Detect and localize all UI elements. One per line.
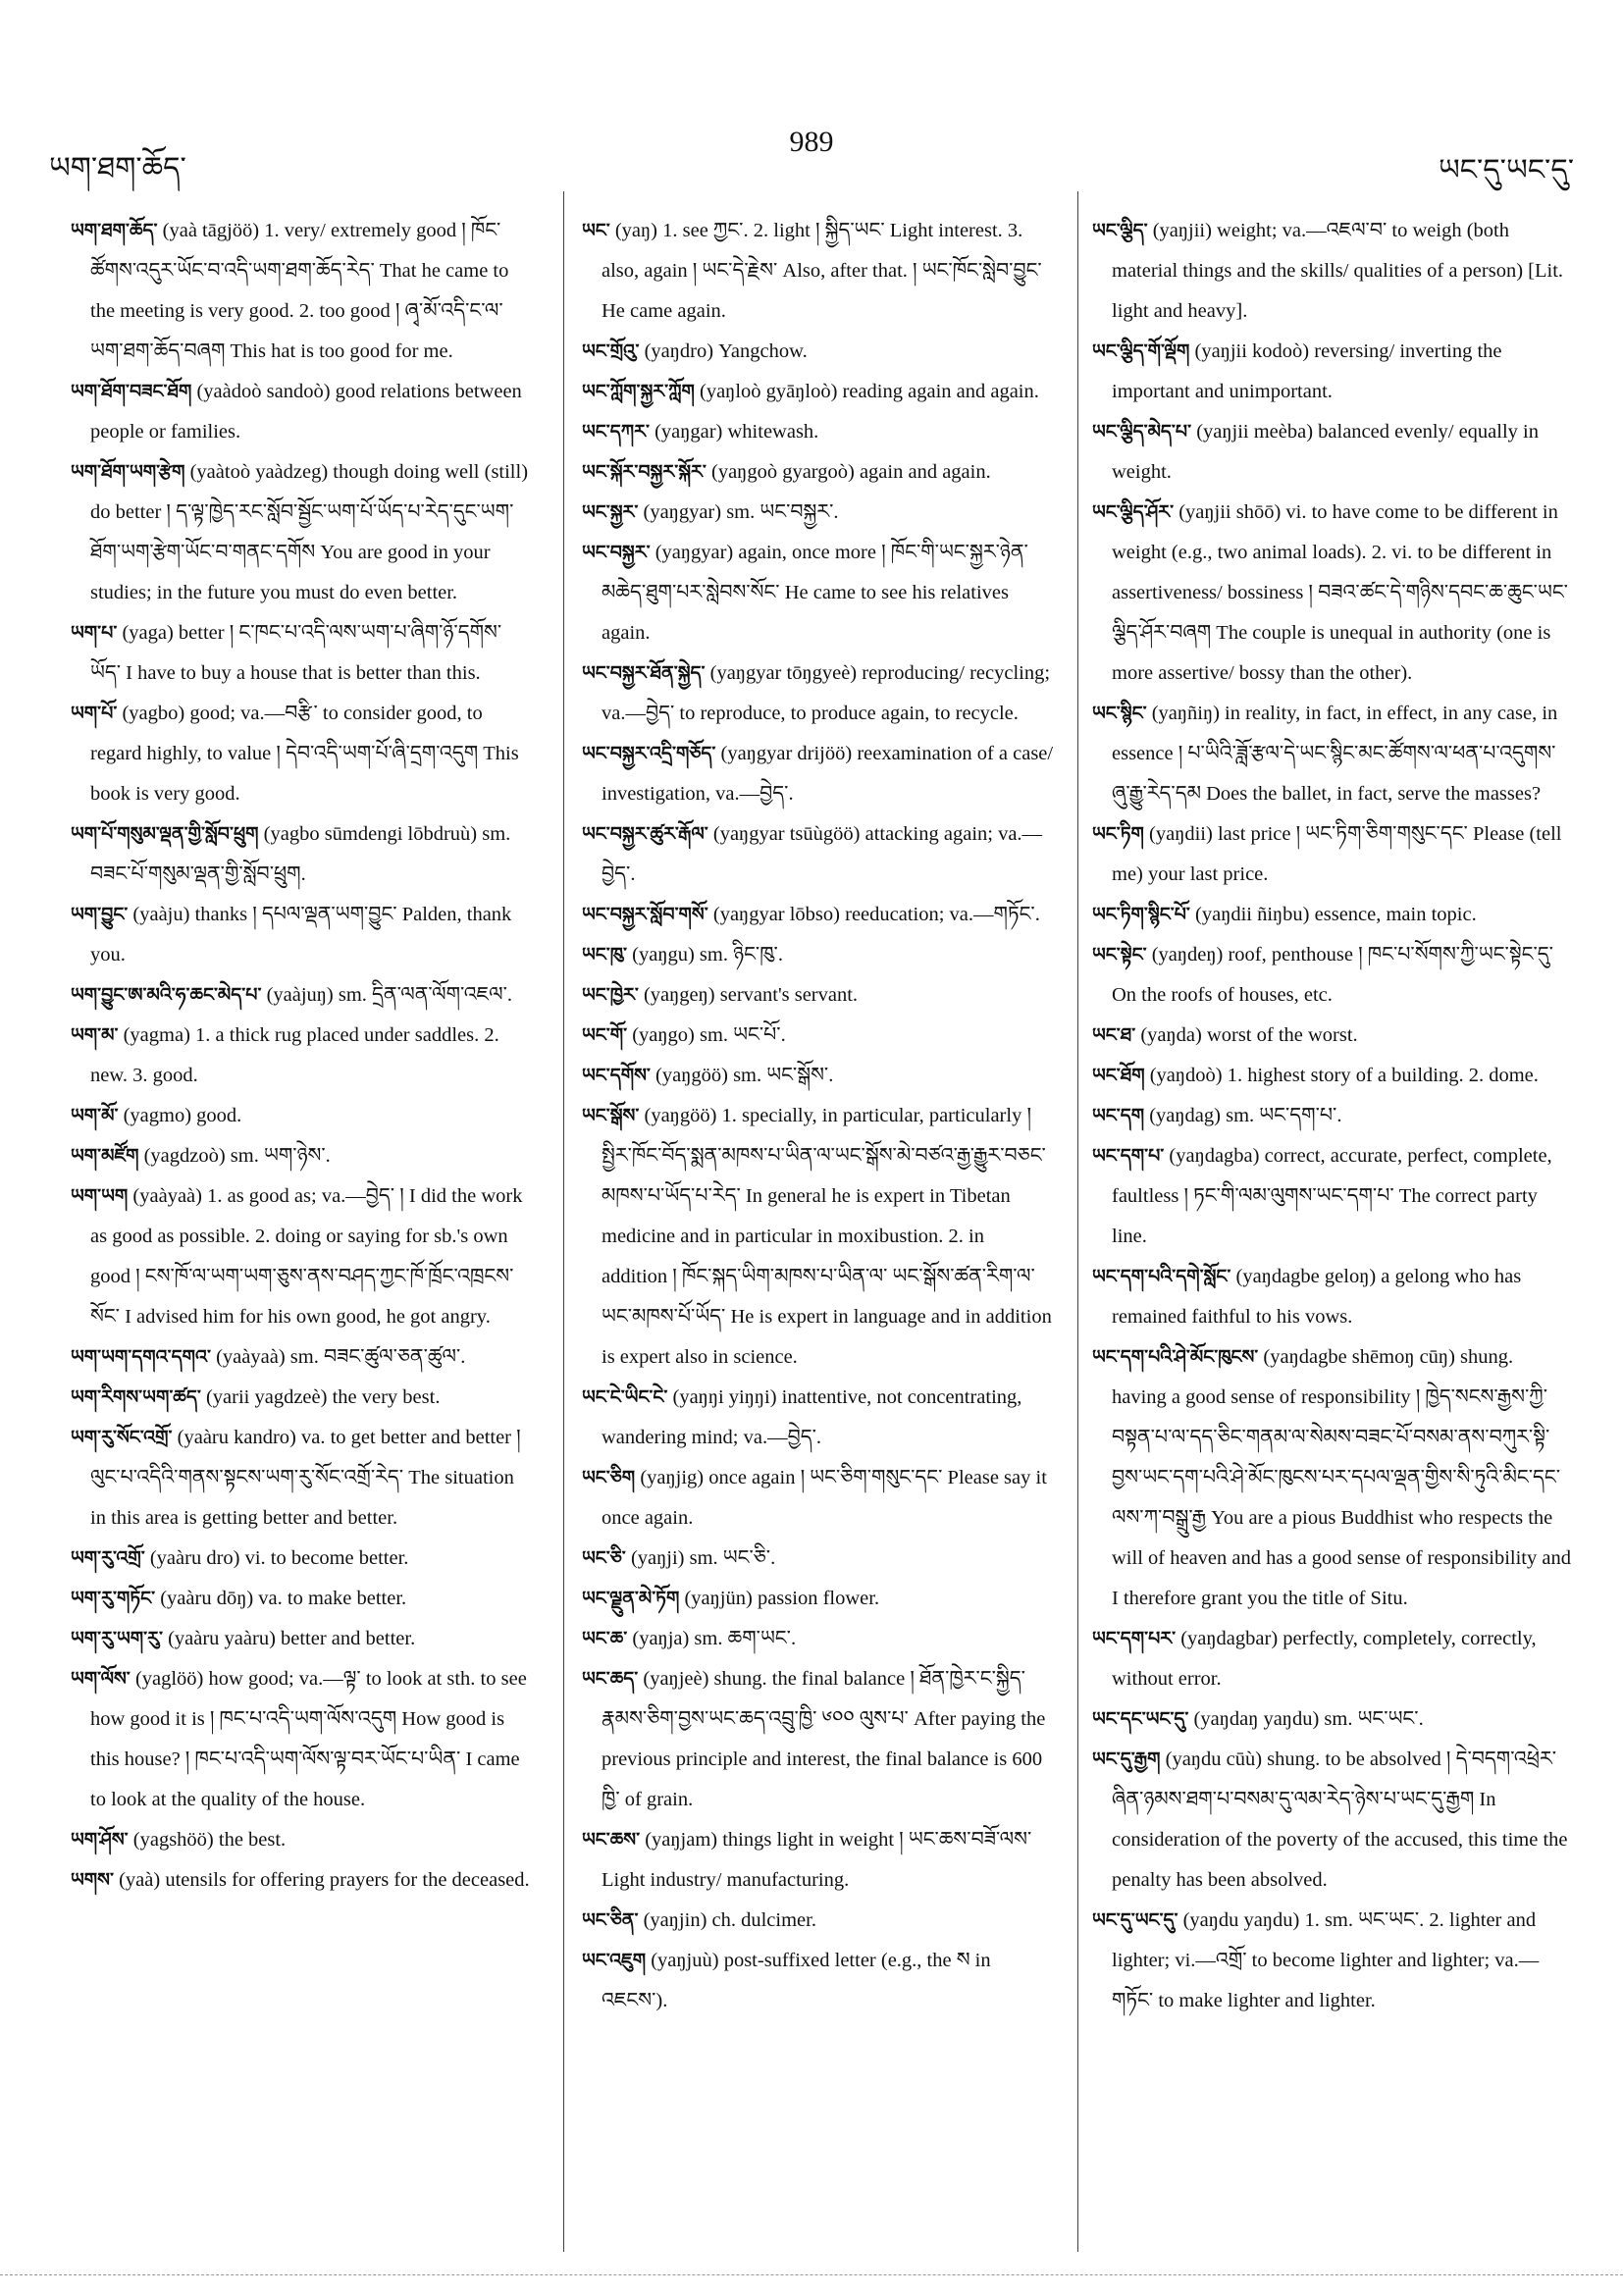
entry-headword: ཡག་མོ་	[71, 1105, 119, 1126]
entry-headword: ཡང་ཆས་	[582, 1829, 641, 1851]
entry-headword: ཡང་	[582, 220, 610, 241]
entry-definition: (yagbo) good; va.—བརྩི་ to consider good, to regard highly, to value ། དེབ་འདི་ཡག་པོ་ཞི་དྲག་འདུག This book is very good.	[90, 703, 519, 805]
entry-headword: ཡང་སྙིང་	[1092, 703, 1147, 724]
entry-headword: ཡང་འཇུག	[582, 1950, 647, 1971]
dictionary-entry	[1092, 1619, 1573, 1699]
entry-definition: (yaŋjii shōō) vi. to have come to be different in weight (e.g., two animal loads). 2. vi. to be different in assertiveness/ bossiness ། བཟའ་ཚང་དེ་གཉིས་དབང་ཆ་ཆུང་ཡང་ལྕིད་ཤོར་བཞག The couple is unequal in authority (one is more assertive/ bossy than the other).	[1112, 501, 1568, 684]
entry-definition: (yaàyaà) 1. as good as; va.—བྱེད་ ། I did the work as good as possible. 2. doing or saying for sb.'s own good ། ངས་ཁོ་ལ་ཡག་ཡག་ཅུས་ནས་བཤད་ཀྱང་ཁོ་ཁྲོང་འཁྲངས་སོང་ I advised him for his own good, he got angry.	[90, 1185, 523, 1328]
entry-headword: ཡག་ཐོག་ཡག་རྩེག	[71, 461, 185, 483]
entry-headword: ཡང་ལྕིད་གོ་ལྡོག	[1092, 340, 1190, 362]
entry-definition: (yaàtoò yaàdzeg) though doing well (still) do better ། ད་ལྟ་ཁྱེད་རང་སློབ་སྦྱོང་ཡག་པོ་ཡོད་པ་རེད་དུང་ཡག་ཐོག་ཡག་རྩེག་ཡོང་བ་གནང་དགོས You are good in your studies; in the future you must do even better.	[90, 461, 529, 603]
dictionary-entry	[1092, 211, 1573, 332]
entry-headword: ཡང་དག་པ་	[1092, 1145, 1165, 1167]
entry-definition: (yaàru dro) vi. to become better.	[149, 1547, 409, 1569]
entry-headword: ཡང་ཐོག	[1092, 1065, 1145, 1086]
entry-definition: (yaŋdu yaŋdu) 1. sm. ཡང་ཡང་. 2. lighter and lighter; vi.—འགྲོ་ to become lighter and lighter; va.—གཏོང་ to make lighter and lighter.	[1112, 1909, 1540, 2011]
dictionary-entry	[71, 1659, 532, 1820]
entry-definition: (yaàru kandro) va. to get better and better ། ལུང་པ་འདིའི་གནས་སྟངས་ཡག་རུ་སོང་འགྲོ་རེད་ The situation in this area is getting better and better.	[90, 1427, 521, 1529]
entry-definition: (yaŋgyar) sm. ཡང་བསྐྱར་.	[643, 501, 839, 523]
entry-definition: (yaŋ) 1. see ཀྱང་. 2. light ། སྐྱིད་ཡང་ Light interest. 3. also, again ། ཡང་དེ་རྗེས་ Also, after that. ། ཡང་ཁོང་སླེབ་བྱུང་ He came again.	[602, 220, 1042, 322]
dictionary-entry	[71, 211, 532, 372]
entry-headword: ཡག་ལོས་	[71, 1668, 131, 1690]
entry-headword: ཡང་བསྐྱར་སློབ་གསོ་	[582, 904, 708, 925]
entry-definition: (yagma) 1. a thick rug placed under saddles. 2. new. 3. good.	[90, 1024, 499, 1086]
entry-headword: ཡང་དུ་ཡང་དུ་	[1092, 1909, 1178, 1931]
dictionary-entry	[1092, 1699, 1573, 1740]
dictionary-entry	[582, 1096, 1055, 1378]
entry-definition: (yaàru yaàru) better and better.	[168, 1628, 416, 1649]
entry-definition: (yaŋjuù) post-suffixed letter (e.g., the ས in འཇངས་).	[602, 1950, 991, 2011]
dictionary-entry	[71, 1619, 532, 1659]
entry-headword: ཡང་ཀློག་སྐྱར་ཀློག	[582, 381, 695, 402]
column-right	[1092, 211, 1573, 2021]
entry-headword: ཡག་པོ་གསུམ་ལྡན་གྱི་སློབ་ཕྲུག	[71, 823, 259, 845]
entry-definition: (yaŋjii kodoò) reversing/ inverting the important and unimportant.	[1112, 340, 1502, 402]
entry-headword: ཡག་བྱུང་	[71, 904, 129, 925]
entry-headword: ཡང་བསྐྱར་	[582, 542, 651, 563]
entry-definition: (yaŋdagbe geloŋ) a gelong who has remained faithful to his vows.	[1112, 1266, 1522, 1328]
dictionary-entry	[582, 1820, 1055, 1901]
guide-word-left: ཡག་ཐག་ཆོད་	[49, 152, 186, 184]
entry-definition: (yaŋgeŋ) servant's servant.	[643, 984, 859, 1006]
dictionary-entry	[71, 613, 532, 694]
entry-headword: ཡང་སྟེང་	[1092, 944, 1147, 965]
dictionary-entry	[1092, 1337, 1573, 1619]
dictionary-entry	[71, 1337, 532, 1378]
entry-definition: (yarii yagdzeè) the very best.	[205, 1386, 441, 1408]
entry-headword: ཡང་བསྐྱར་ཐོན་སྐྱེད་	[582, 662, 706, 684]
dictionary-entry	[582, 1378, 1055, 1458]
dictionary-entry	[582, 372, 1055, 412]
entry-headword: ཡང་དག་པའི་ཤེ་མོང་ཁུངས་	[1092, 1346, 1259, 1368]
entry-headword: ཡང་དག	[1092, 1105, 1145, 1126]
entry-headword: ཡག་ཡག	[71, 1185, 129, 1207]
entry-definition: (yaà) utensils for offering prayers for the deceased.	[119, 1869, 530, 1891]
dictionary-entry	[71, 1860, 532, 1901]
entry-definition: (yaŋjün) passion flower.	[684, 1588, 880, 1609]
dictionary-entry	[582, 814, 1055, 895]
entry-definition: (yaŋgyar drijöö) reexamination of a case/ investigation, va.—བྱེད་.	[602, 743, 1054, 805]
entry-headword: ཡང་ལྕིད་	[1092, 220, 1148, 241]
entry-headword: ཡང་ཅིན་	[582, 1909, 639, 1931]
entry-definition: (yaŋdii) last price ། ཡང་ཏིག་ཅིག་གསུང་དང་ Please (tell me) your last price.	[1112, 823, 1562, 885]
entry-headword: ཡགས་	[71, 1869, 114, 1891]
entry-definition: (yaŋŋi yiŋŋi) inattentive, not concentrating, wandering mind; va.—བྱེད་.	[602, 1386, 1022, 1448]
entry-headword: ཡང་གྲོའུ་	[582, 340, 640, 362]
entry-headword: ཡང་དག་པར་	[1092, 1628, 1177, 1649]
column-middle	[582, 211, 1055, 2021]
dictionary-entry	[1092, 694, 1573, 814]
entry-definition: (yaŋgoò gyargoò) again and again.	[711, 461, 991, 483]
dictionary-entry	[582, 1941, 1055, 2021]
column-left	[71, 211, 532, 1901]
entry-headword: ཡང་སྒོས་	[582, 1105, 640, 1126]
dictionary-entry	[1092, 895, 1573, 935]
entry-definition: (yaŋji) sm. ཡང་ཅི་.	[630, 1547, 776, 1569]
entry-headword: ཡག་རུ་གཏོང་	[71, 1588, 156, 1609]
dictionary-entry	[1092, 1257, 1573, 1337]
entry-headword: ཡང་ཆད་	[582, 1668, 639, 1690]
entry-headword: ཡང་སྐྱར་	[582, 501, 639, 523]
dictionary-entry	[582, 1056, 1055, 1096]
entry-headword: ཡང་དུ་རྒྱག	[1092, 1748, 1161, 1770]
dictionary-entry	[71, 1579, 532, 1619]
dictionary-entry	[1092, 935, 1573, 1016]
entry-headword: ཡང་དང་ཡང་དུ་	[1092, 1708, 1189, 1730]
column-divider	[1077, 191, 1078, 2252]
dictionary-entry	[582, 412, 1055, 452]
entry-headword: ཡང་དགོས་	[582, 1065, 651, 1086]
entry-definition: (yaŋdeŋ) roof, penthouse ། ཁང་པ་སོགས་ཀྱི་ཡང་སྟེང་དུ་ On the roofs of houses, etc.	[1112, 944, 1553, 1006]
dictionary-entry	[582, 1901, 1055, 1941]
dictionary-entry	[582, 1619, 1055, 1659]
dictionary-entry	[582, 734, 1055, 814]
dictionary-entry	[1092, 332, 1573, 412]
entry-headword: ཡང་ཏིག་སྙིང་པོ་	[1092, 904, 1190, 925]
entry-definition: (yaà tāgjöö) 1. very/ extremely good ། ཁོང་ཚོགས་འདུར་ཡོང་བ་འདི་ཡག་ཐག་ཆོད་རེད་ That he came to the meeting is very good. 2. too good ། ཞྭ་མོ་འདི་ང་ལ་ཡག་ཐག་ཆོད་བཞག This hat is too good for me.	[90, 220, 509, 362]
dictionary-entry	[582, 1539, 1055, 1579]
entry-definition: (yaàju) thanks ། དཔལ་ལྡན་ཡག་བྱུང་ Palden, thank you.	[90, 904, 512, 965]
dictionary-entry	[71, 1096, 532, 1136]
dictionary-entry	[71, 452, 532, 613]
entry-headword: ཡག་ཤོས་	[71, 1829, 129, 1851]
entry-definition: (yaŋgöö) 1. specially, in particular, particularly ། སྤྱིར་ཁོང་བོད་སྨན་མཁས་པ་ཡིན་ལ་ཡང་སྒོས་མེ་བཙའ་རྒྱ་རྒྱུར་བཅང་མཁས་པ་ཡོད་པ་རེད་ In general he is expert in Tibetan medicine and in particular in moxibustion. 2. in addition ། ཁོང་སྐད་ཡིག་མཁས་པ་ཡིན་ལ་ ཡང་སྒོས་ཚན་རིག་ལ་ཡང་མཁས་པོ་ཡོད་ He is expert in language and in addition is expert also in science.	[602, 1105, 1052, 1368]
entry-definition: (yaŋgyar lōbso) reeducation; va.—གཏོང་.	[712, 904, 1040, 925]
entry-headword: ཡག་རུ་འགྲོ་	[71, 1547, 145, 1569]
dictionary-entry	[71, 895, 532, 975]
entry-headword: ཡག་རུ་སོང་འགྲོ་	[71, 1427, 173, 1448]
entry-headword: ཡག་པ་	[71, 622, 118, 644]
entry-definition: (yaŋñiŋ) in reality, in fact, in effect, in any case, in essence ། པ་ཡིའི་ཟློ་རྩལ་དེ་ཡང་སྙིང་མང་ཚོགས་ལ་ཕན་པ་འདུགས་ཞུ་རྒྱུ་རེད་དམ Does the ballet, in fact, serve the masses?	[1112, 703, 1558, 805]
entry-headword: ཡག་ཐག་ཆོད་	[71, 220, 158, 241]
bottom-scan-edge	[0, 2274, 1623, 2275]
entry-definition: (yaŋgyar) again, once more ། ཁོང་གི་ཡང་སྐྱར་ཉེན་མཆེད་ཐུག་པར་སླེབས་སོང་ He came to see his relatives again.	[602, 542, 1028, 644]
dictionary-entry	[582, 1659, 1055, 1820]
entry-definition: (yaŋda) worst of the worst.	[1140, 1024, 1358, 1046]
entry-definition: (yaŋloò gyāŋloò) reading again and again.	[700, 381, 1039, 402]
dictionary-entry	[582, 332, 1055, 372]
entry-headword: ཡག་རིགས་ཡག་ཚད་	[71, 1386, 201, 1408]
entry-headword: ཡང་ཆ་	[582, 1628, 628, 1649]
dictionary-entry	[582, 1016, 1055, 1056]
entry-definition: (yaŋgyar tōŋgyeè) reproducing/ recycling; va.—བྱེད་ to reproduce, to produce again, to recycle.	[602, 662, 1051, 724]
dictionary-entry	[71, 1418, 532, 1539]
entry-headword: ཡང་ཐ་	[1092, 1024, 1136, 1046]
dictionary-entry	[1092, 412, 1573, 493]
guide-word-right: ཡང་དུ་ཡང་དུ་	[1438, 154, 1574, 186]
entry-definition: (yaŋja) sm. ཆག་ཡང་.	[632, 1628, 797, 1649]
entry-headword: ཡང་ལྗུན་མེ་ཏོག	[582, 1588, 680, 1609]
dictionary-entry	[71, 1016, 532, 1096]
dictionary-entry	[582, 493, 1055, 533]
entry-headword: ཡང་སྐོར་བསྐྱར་སྐོར་	[582, 461, 707, 483]
entry-definition: (yaŋgöö) sm. ཡང་སྒོས་.	[655, 1065, 834, 1086]
dictionary-entry	[1092, 814, 1573, 895]
entry-definition: (yaga) better ། ང་ཁང་པ་འདི་ལས་ཡག་པ་ཞིག་ཉོ་དགོས་ཡོད་ I have to buy a house that is better than this.	[90, 622, 502, 684]
entry-definition: (yaŋjam) things light in weight ། ཡང་ཆས་བཟོ་ལས་ Light industry/ manufacturing.	[602, 1829, 1032, 1891]
page-number: 989	[789, 126, 834, 158]
dictionary-entry	[1092, 1136, 1573, 1257]
entry-definition: (yagmo) good.	[123, 1105, 242, 1126]
entry-headword: ཡང་གོ་	[582, 1024, 628, 1046]
entry-definition: (yagdzoò) sm. ཡག་ཉེས་.	[143, 1145, 331, 1167]
dictionary-entry	[71, 1820, 532, 1860]
entry-headword: ཡག་པོ་	[71, 703, 118, 724]
dictionary-entry	[71, 372, 532, 452]
entry-headword: ཡག་ཐོག་བཟང་ཐོག	[71, 381, 192, 402]
dictionary-entry	[1092, 1740, 1573, 1901]
dictionary-entry	[71, 814, 532, 895]
entry-headword: ཡག་བྱུང་ཨ་མའི་ཧ་ཆང་མེད་པ་	[71, 984, 262, 1006]
entry-definition: (yaŋgyar tsūùgöö) attacking again; va.—བྱེད་.	[602, 823, 1043, 885]
entry-definition: (yaglöö) how good; va.—ལྟ་ to look at sth. to see how good it is ། ཁང་པ་འདི་ཡག་ལོས་འདུག How good is this house? ། ཁང་པ་འདི་ཡག་ལོས་ལྟ་བར་ཡོང་པ་ཡིན་ I came to look at the quality of the house.	[90, 1668, 527, 1810]
entry-headword: ཡང་ངེ་ཡིང་ངེ་	[582, 1386, 668, 1408]
entry-definition: (yaŋdii ñiŋbu) essence, main topic.	[1195, 904, 1477, 925]
dictionary-entry	[582, 1579, 1055, 1619]
dictionary-entry	[71, 1136, 532, 1176]
dictionary-entry	[582, 1458, 1055, 1539]
entry-definition: (yaŋgar) whitewash.	[654, 421, 819, 443]
dictionary-entry	[582, 211, 1055, 332]
entry-definition: (yaàdoò sandoò) good relations between people or families.	[90, 381, 522, 443]
entry-headword: ཡང་ལྕིད་ཤོར་	[1092, 501, 1175, 523]
entry-definition: (yaŋdagba) correct, accurate, perfect, complete, faultless ། ཏང་གི་ལམ་ལུགས་ཡང་དག་པ་ The correct party line.	[1112, 1145, 1552, 1247]
entry-definition: (yaŋdag) sm. ཡང་དག་པ་.	[1149, 1105, 1342, 1126]
column-divider	[563, 191, 564, 2252]
entry-definition: (yaŋdagbar) perfectly, completely, correctly, without error.	[1112, 1628, 1537, 1690]
dictionary-entry	[71, 694, 532, 814]
entry-headword: ཡང་ལྕིད་མེད་པ་	[1092, 421, 1192, 443]
dictionary-entry	[582, 975, 1055, 1016]
entry-definition: (yaŋdagbe shēmoŋ cūŋ) shung. having a good sense of responsibility ། ཁྱེད་སངས་རྒྱས་ཀྱི་བསྟན་པ་ལ་དད་ཅིང་གནམ་ལ་སེམས་བཟང་པོ་བསམ་ནས་བཀུར་སྟི་བྱས་ཡང་དག་པའི་ཤེ་མོང་ཁུངས་པར་དཔལ་ལྡན་གྱིས་སི་ཏུའི་མིང་དང་ལས་ཀ་བསྒྲུ་རྒྱ You are a pious Buddhist who respects the will of heaven and has a good sense of responsibility and I therefore grant you the title of Situ.	[1112, 1346, 1571, 1609]
entry-definition: (yaŋdro) Yangchow.	[644, 340, 808, 362]
dictionary-entry	[582, 452, 1055, 493]
entry-definition: (yaŋjii meèba) balanced evenly/ equally in weight.	[1112, 421, 1539, 483]
entry-headword: ཡག་མ་	[71, 1024, 119, 1046]
entry-headword: ཡང་ཏིག	[1092, 823, 1144, 845]
entry-definition: (yaŋgo) sm. ཡང་པོ་.	[632, 1024, 786, 1046]
entry-definition: (yaŋdu cūù) shung. to be absolved ། དེ་བདག་འཕྲེར་ཞིན་ཉམས་ཐག་པ་བསམ་དུ་ལམ་རེད་ཉེས་པ་ཡང་དུ་རྒྱག In consideration of the poverty of the accused, this time the penalty has been absolved.	[1112, 1748, 1568, 1891]
entry-definition: (yagbo sūmdengi lōbdruù) sm. བཟང་པོ་གསུམ་ལྡན་གྱི་སློབ་ཕྲུག.	[90, 823, 511, 885]
dictionary-entry	[71, 1378, 532, 1418]
dictionary-entry	[1092, 1056, 1573, 1096]
dictionary-entry	[582, 533, 1055, 653]
entry-definition: (yaŋjin) ch. dulcimer.	[643, 1909, 816, 1931]
entry-headword: ཡང་ཅི་	[582, 1547, 626, 1569]
entry-definition: (yagshöö) the best.	[132, 1829, 287, 1851]
entry-headword: ཡག་ཡག་དགའ་དགའ་	[71, 1346, 211, 1368]
entry-definition: (yaŋgu) sm. ཉིང་ཁུ་.	[632, 944, 783, 965]
entry-headword: ཡག་རུ་ཡག་རུ་	[71, 1628, 163, 1649]
dictionary-entry	[71, 975, 532, 1016]
entry-definition: (yaŋdoò) 1. highest story of a building. 2. dome.	[1149, 1065, 1539, 1086]
dictionary-entry	[582, 653, 1055, 734]
entry-definition: (yaŋdaŋ yaŋdu) sm. ཡང་ཡང་.	[1193, 1708, 1424, 1730]
entry-definition: (yaŋjig) once again ། ཡང་ཅིག་གསུང་དང་ Please say it once again.	[602, 1467, 1047, 1529]
dictionary-entry	[1092, 1901, 1573, 2021]
dictionary-entry	[71, 1176, 532, 1337]
entry-headword: ཡང་དཀར་	[582, 421, 650, 443]
entry-headword: ཡང་ཁུ་	[582, 944, 628, 965]
entry-definition: (yaàyaà) sm. བཟང་ཚུལ་ཅན་ཚུལ་.	[216, 1346, 466, 1368]
entry-headword: ཡང་ཁྱེར་	[582, 984, 639, 1006]
entry-definition: (yaàjuŋ) sm. དྲིན་ལན་ལོག་འཇལ་.	[266, 984, 513, 1006]
entry-headword: ཡང་ཅིག	[582, 1467, 636, 1488]
entry-headword: ཡང་བསྐྱར་ཚུར་རྒོལ་	[582, 823, 708, 845]
dictionary-entry	[582, 935, 1055, 975]
entry-definition: (yaàru dōŋ) va. to make better.	[160, 1588, 407, 1609]
entry-definition: (yaŋjeè) shung. the final balance ། ཐོན་ཁྱེར་ང་སྐྱིད་རྣམས་ཅིག་བྱས་ཡང་ཆད་འབྲུ་ཁྱི་ ༦༠༠ ལུས་པ་ After paying the previous principle and interest, the final balance is 600 ཁྱི་ of grain.	[602, 1668, 1046, 1810]
entry-headword: ཡང་དག་པའི་དགེ་སློང་	[1092, 1266, 1231, 1287]
entry-headword: ཡང་བསྐྱར་འདྲི་གཅོད་	[582, 743, 716, 764]
dictionary-entry	[1092, 1096, 1573, 1136]
dictionary-entry	[1092, 1016, 1573, 1056]
dictionary-entry	[582, 895, 1055, 935]
dictionary-entry	[71, 1539, 532, 1579]
dictionary-entry	[1092, 493, 1573, 694]
entry-definition: (yaŋjii) weight; va.—འཇལ་བ་ to weigh (both material things and the skills/ qualities of a person) [Lit. light and heavy].	[1112, 220, 1564, 322]
entry-headword: ཡག་མཛོག	[71, 1145, 139, 1167]
